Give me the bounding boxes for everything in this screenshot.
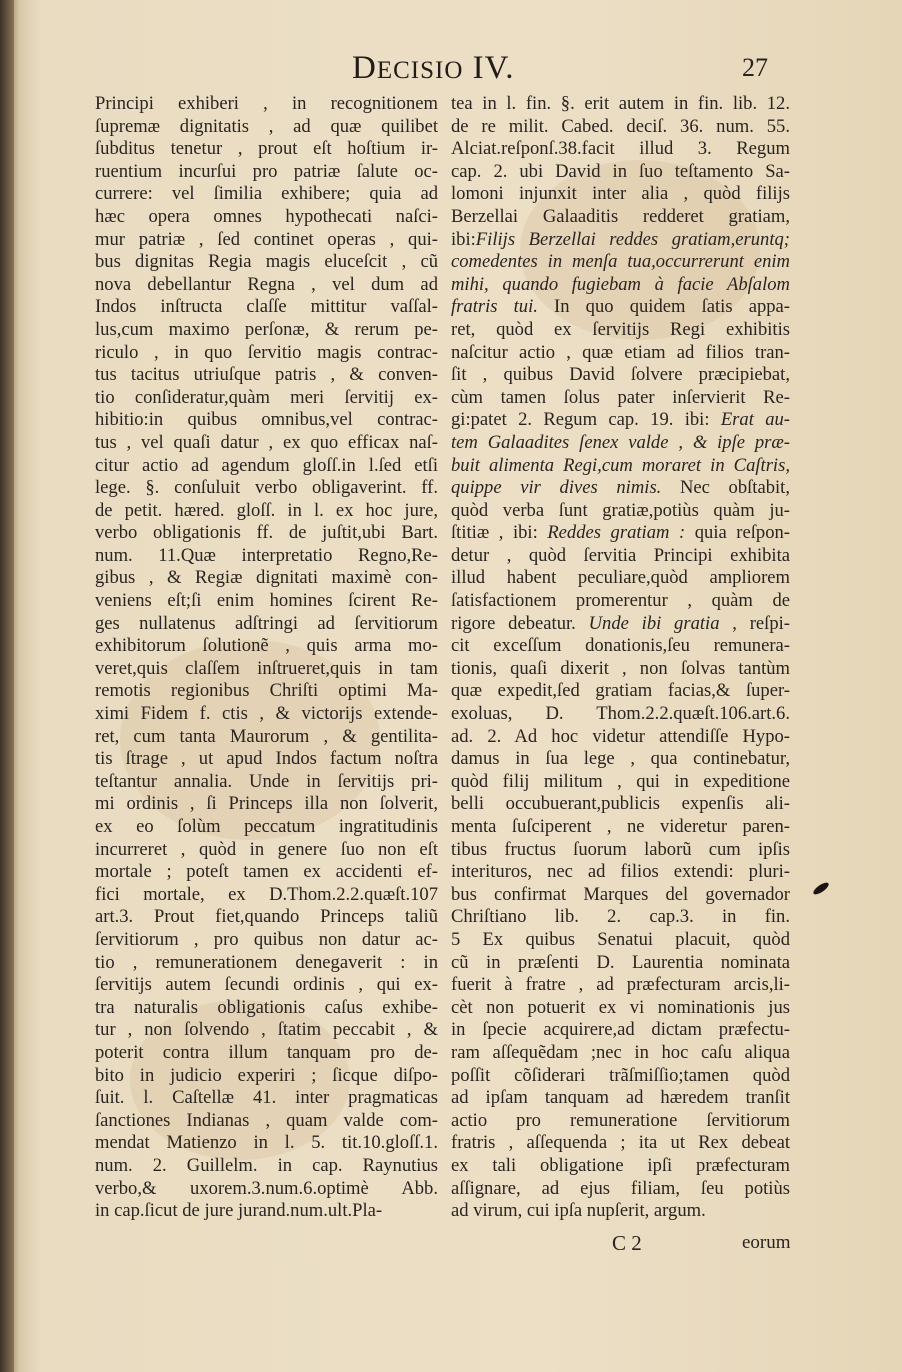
text-line: ex tali obligatione ipſi præfecturam: [451, 1154, 790, 1176]
text-line: quòd filij militum , qui in expeditione: [451, 770, 790, 792]
text-line: 5 Ex quibus Senatui placuit, quòd: [451, 928, 790, 950]
text-line: mendat Matienzo in l. 5. tit.10.gloſſ.1.: [95, 1132, 438, 1154]
text-line: ex eo ſolùm peccatum ingratitudinis: [95, 816, 438, 837]
text-line: cũ in præſenti D. Laurentia nominata: [451, 951, 790, 973]
text-line: lus,cum maximo perſonæ, & rerum pe-: [95, 318, 438, 340]
text-line: lege. §. conſuluit verbo obligaverint. ff.: [95, 477, 438, 499]
text-line: ret, quòd ex ſervitijs Regi exhibitis: [451, 318, 790, 340]
text-line: gibus , & Regiæ dignitati maximè con-: [95, 567, 438, 589]
text-line: cùm tamen ſolus pater inſervierit Re-: [451, 386, 790, 408]
text-line: [451, 229, 790, 252]
text-line: [451, 455, 790, 478]
text-line: tus tacitus utriuſque patris , & conven-: [95, 364, 438, 386]
text-line: bus confirmat Marques del governador: [451, 883, 790, 905]
text-line: fratris , aſſequenda ; ita ut Rex debeat: [451, 1132, 790, 1154]
text-line: currere: vel ſimilia exhibere; quia ad: [95, 183, 438, 205]
text-line: ſanctiones Indianas , quam valde com-: [95, 1109, 438, 1131]
text-line: riculo , in quo ſervitio magis contrac-: [95, 341, 438, 363]
text-line: damus in ſua lege , qua continebatur,: [451, 748, 790, 770]
left-text-column: [95, 93, 438, 1223]
text-line: remotis regionibus Chriſti optimi Ma-: [95, 680, 438, 702]
text-segment: , reſpi-: [719, 612, 790, 634]
text-line: ret, cum tanta Maurorum , & gentilita-: [95, 725, 438, 747]
text-line: nova debellantur Regna , vel dum ad: [95, 273, 438, 295]
text-line: ges nullatenus adſtringi ad ſervitiorum: [95, 612, 438, 634]
text-line: ximi Fidem f. ctis , & victorijs extende-: [95, 703, 438, 725]
text-segment: rigore debeatur.: [451, 612, 589, 634]
text-line: verbo,& uxorem.3.num.6.optimè Abb.: [95, 1177, 438, 1199]
text-line: quòd verba ſunt gratiæ,potiùs quàm ju-: [451, 499, 790, 521]
italic-quote-segment: Unde ibi gratia: [588, 612, 720, 634]
text-line: tio conſideratur,quàm meri ſervitij ex-: [95, 386, 438, 408]
italic-quote-segment: comedentes in menſa tua,occurrerunt enim: [451, 251, 790, 273]
text-line: veniens eſt;ſi enim homines ſcirent Re-: [95, 590, 438, 612]
text-line: bus dignitas Regia magis eluceſcit , cũ: [95, 251, 438, 273]
ink-blot: [812, 880, 831, 896]
text-line: in cap.ſicut de jure jurand.num.ult.Pla-: [95, 1200, 383, 1222]
text-line: citur actio ad agendum gloſſ.in l.ſed etſi: [95, 454, 438, 476]
italic-quote-segment: quippe vir dives nimis.: [451, 477, 662, 499]
text-line: [451, 409, 790, 432]
text-line: lomoni injunxit inter alia , quòd filijs: [451, 183, 790, 205]
text-segment: quia reſpon-: [685, 522, 790, 544]
text-line: cit exceſſum donationis,ſeu remunera-: [451, 635, 790, 657]
text-line: exoluas, D. Thom.2.2.quæſt.106.art.6.: [451, 703, 790, 725]
text-line: poſſit cõſiderari trãſmiſſio;tamen quòd: [451, 1064, 790, 1086]
text-line: belli occubuerant,publicis expenſis ali-: [451, 793, 790, 815]
text-line: tus , vel quaſi datur , ex quo efficax naſ-: [95, 431, 438, 453]
right-text-column: [451, 93, 790, 1223]
text-segment: In quo quidem ſatis appa-: [537, 296, 790, 318]
text-line: interituros, nec ad filios extendi: pluri-: [451, 861, 790, 883]
text-line: cèt non potuerit ex vi nominationis jus: [451, 996, 790, 1018]
text-segment: gi:patet 2. Regum cap. 19. ibi:: [451, 409, 721, 431]
text-line: ſuit. l. Caſtellæ 41. inter pragmaticas: [95, 1087, 438, 1109]
text-line: de petit. hæred. gloſſ. in l. ex hoc jure,: [95, 499, 438, 521]
text-line: tionis, quaſi dixerit , non ſolvas tantùm: [451, 657, 790, 679]
text-line: Berzellai Galaaditis redderet gratiam,: [451, 205, 790, 227]
text-line: Indos inſtructa claſſe mittitur vaſſal-: [95, 296, 438, 318]
text-line: tra naturalis obligationis caſus exhibe-: [95, 996, 438, 1018]
text-line: actio pro remuneratione ſervitiorum: [451, 1109, 790, 1131]
book-spine-edge: [0, 0, 14, 1372]
text-line: naſcitur actio , quæ etiam ad filios tran-: [451, 341, 790, 363]
text-line: tibus fructus ſuorum laborũ cum ipſis: [451, 838, 790, 860]
text-line: incurreret , quòd in genere ſuo non eſt: [95, 838, 438, 860]
text-line: bito in judicio experiri ; ſicque diſpo-: [95, 1064, 438, 1086]
text-line: aſſignare, ad ejus filiam, ſeu potiùs: [451, 1177, 790, 1199]
text-line: ad ipſam tanquam ad hæredem tranſit: [451, 1087, 790, 1109]
italic-quote-segment: Reddes gratiam :: [547, 522, 686, 544]
text-line: [451, 296, 790, 319]
text-line: cap. 2. ubi David in ſuo teſtamento Sa-: [451, 160, 790, 182]
text-line: veret,quis claſſem inſtrueret,quis in tam: [95, 657, 438, 679]
text-line: mi ordinis , ſi Princeps illa non ſolverit,: [95, 793, 438, 815]
text-line: Chriſtiano lib. 2. cap.3. in fin.: [451, 906, 790, 928]
italic-quote-segment: tem Galaadites ſenex valde , & ipſe præ-: [451, 431, 790, 453]
text-line: detur , quòd ſervitia Principi exhibita: [451, 544, 790, 566]
text-line: ad. 2. Ad hoc videtur attendiſſe Hypo-: [451, 725, 790, 747]
text-line: tis ſtrage , ut apud Indos factum noſtra: [95, 748, 438, 770]
text-line: de re milit. Cabed. deciſ. 36. num. 55.: [451, 115, 790, 137]
text-line: ad virum, cui ipſa nupſerit, argum.: [451, 1200, 706, 1222]
italic-quote-segment: buit alimenta Regi,cum moraret in Caſtris,: [451, 454, 790, 476]
italic-quote-segment: Filijs Berzellai reddes gratiam,eruntq;: [475, 228, 790, 250]
text-line: mur patriæ , ſed continet operas , qui-: [95, 228, 438, 250]
text-segment: Nec obſtabit,: [661, 477, 790, 499]
text-line: ſubditus tenetur , prout eſt hoſtium ir-: [95, 138, 438, 160]
text-segment: ſtitiæ , ibi:: [451, 522, 548, 544]
page-header-title: [352, 48, 514, 88]
text-line: menta ſuſciperent , ne videretur paren-: [451, 816, 790, 837]
text-line: [451, 432, 790, 455]
italic-quote-segment: Erat au-: [720, 409, 790, 431]
text-line: teſtantur annalia. Unde in ſervitijs pri-: [95, 770, 438, 792]
text-line: ſervitiorum , pro quibus non datur ac-: [95, 928, 438, 950]
italic-quote-segment: fratris tui.: [451, 296, 538, 318]
text-line: exhibitorum ſolutionẽ , quis arma mo-: [95, 635, 438, 657]
text-line: ruentium incurſui pro patriæ ſalute oc-: [95, 160, 438, 182]
text-line: Alciat.reſponſ.38.facit illud 3. Regum: [451, 138, 790, 160]
text-line: tur , non ſolvendo , ſtatim peccabit , &: [95, 1019, 438, 1041]
text-line: ſatisfactionem promerentur , quàm de: [451, 590, 790, 612]
text-line: [451, 522, 790, 545]
text-line: ſit , quibus David ſolvere præcipiebat,: [451, 364, 790, 386]
text-line: fuerit à fratre , ad præfecturam arcis,li-: [451, 974, 790, 996]
text-line: tio , remunerationem denegaverit : in: [95, 951, 438, 973]
text-line: [451, 477, 790, 500]
italic-quote-segment: mihi, quando fugiebam à facie Abſalom: [451, 273, 790, 295]
text-line: mortale ; poteſt tamen ex accidenti ef-: [95, 861, 438, 883]
text-line: hibitio:in quibus omnibus,vel contrac-: [95, 409, 438, 431]
text-line: in ſpecie acquirere,ad dictam præfectu-: [451, 1019, 790, 1041]
text-line: poterit contra illum tanquam pro de-: [95, 1041, 438, 1063]
text-segment: ibi:: [451, 228, 476, 250]
text-line: verbo obligationis ff. de juſtit,ubi Bart.: [95, 522, 438, 544]
text-line: illud habent peculiare,quòd ampliorem: [451, 567, 790, 589]
title-numeral: IV.: [472, 50, 515, 86]
text-line: [451, 613, 790, 636]
title-initial: D: [352, 50, 377, 86]
signature-mark: C 2: [612, 1231, 642, 1255]
title-rest: ECISIO: [376, 57, 464, 84]
text-line: num. 11.Quæ interpretatio Regno,Re-: [95, 544, 438, 566]
text-line: ſupremæ dignitatis , ad quæ quilibet: [95, 115, 438, 137]
text-line: quæ expedit,ſed gratiam facias,& ſuper-: [451, 680, 790, 702]
text-line: ram aſſequẽdam ;nec in hoc caſu aliqua: [451, 1041, 790, 1063]
catchword: eorum: [742, 1232, 791, 1253]
text-line: [451, 274, 790, 297]
text-line: Principi exhiberi , in recognitionem: [95, 93, 438, 114]
page-number: 27: [742, 53, 768, 82]
text-line: num. 2. Guillelm. in cap. Raynutius: [95, 1154, 438, 1176]
text-line: tea in l. fin. §. erit autem in fin. lib. 12.: [451, 93, 790, 114]
text-line: art.3. Prout fiet,quando Princeps taliũ: [95, 906, 438, 928]
text-line: hæc opera omnes hypothecati naſci-: [95, 205, 438, 227]
text-line: fici mortale, ex D.Thom.2.2.quæſt.107: [95, 883, 438, 905]
text-line: [451, 251, 790, 274]
text-line: ſervitijs autem ſecundi ordinis , qui ex-: [95, 974, 438, 996]
